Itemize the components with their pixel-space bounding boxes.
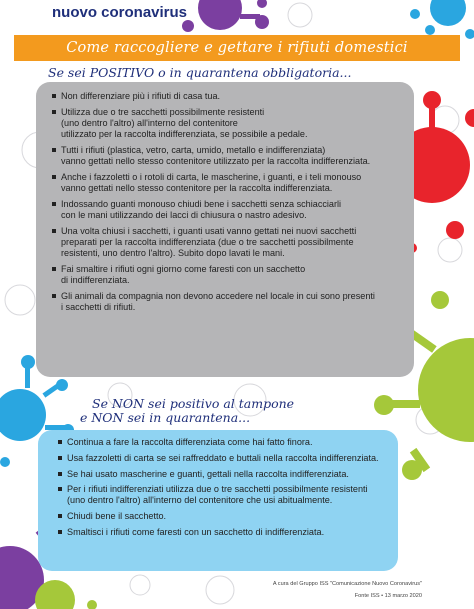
footer-source: Fonte ISS • 13 marzo 2020 — [354, 593, 422, 599]
footer-credit: A cura del Gruppo ISS "Comunicazione Nuovo Coronavirus" — [272, 581, 422, 587]
list-item: Utilizza due o tre sacchetti possibilmente resistenti (uno dentro l'altro) all'interno del contenitore utilizzato per la raccolta indifferenziata, se possibile a pedale. — [52, 107, 402, 139]
list-item: Una volta chiusi i sacchetti, i guanti usati vanno gettati nei nuovi sacchetti preparati per la raccolta indifferenziata (due o tre sacchetti possibilmente resistenti, uno dentro l'altro). Subito dopo lavati le mani. — [52, 226, 402, 258]
list-item: Se hai usato mascherine e guanti, gettali nella raccolta indifferenziata. — [58, 469, 386, 480]
list-item: Non differenziare più i rifiuti di casa tua. — [52, 91, 402, 102]
positive-instructions-box — [36, 82, 414, 377]
list-item: Continua a fare la raccolta differenziata come hai fatto finora. — [58, 437, 386, 448]
positive-section-heading: Se sei POSITIVO o in quarantena obbligatoria... — [48, 65, 352, 80]
list-item: Per i rifiuti indifferenziati utilizza due o tre sacchetti possibilmente resistenti (uno dentro l'altro) all'interno del contenitore che usi abitualmente. — [58, 484, 386, 506]
main-title-banner — [14, 35, 460, 61]
header-title: nuovo coronavirus — [52, 4, 188, 21]
negative-section-heading-line2: e NON sei in quarantena... — [80, 410, 251, 425]
list-item: Indossando guanti monouso chiudi bene i sacchetti senza schiacciarli con le mani utilizzando dei lacci di chiusura o nastro adesivo. — [52, 199, 402, 221]
list-item: Anche i fazzoletti o i rotoli di carta, le mascherine, i guanti, e i teli monouso vanno gettati nello stesso contenitore per la raccolta indifferenziata. — [52, 172, 402, 194]
negative-instructions-box — [38, 430, 398, 571]
list-item: Fai smaltire i rifiuti ogni giorno come faresti con un sacchetto di indifferenziata. — [52, 264, 402, 286]
list-item: Chiudi bene il sacchetto. — [58, 511, 386, 522]
purple-virus-icon — [182, 0, 269, 32]
blue-virus-icon — [410, 0, 474, 39]
main-title: Come raccogliere e gettare i rifiuti domestici — [66, 40, 408, 56]
list-item: Gli animali da compagnia non devono accedere nel locale in cui sono presenti i sacchetti di rifiuti. — [52, 291, 402, 313]
list-item: Smaltisci i rifiuti come faresti con un sacchetto di indifferenziata. — [58, 527, 386, 538]
list-item: Usa fazzoletti di carta se sei raffreddato e buttali nella raccolta indifferenziata. — [58, 453, 386, 464]
negative-section-heading-line1: Se NON sei positivo al tampone — [92, 396, 295, 411]
list-item: Tutti i rifiuti (plastica, vetro, carta, umido, metallo e indifferenziata) vanno gettati nello stesso contenitore utilizzato per la raccolta indifferenziata. — [52, 145, 402, 167]
